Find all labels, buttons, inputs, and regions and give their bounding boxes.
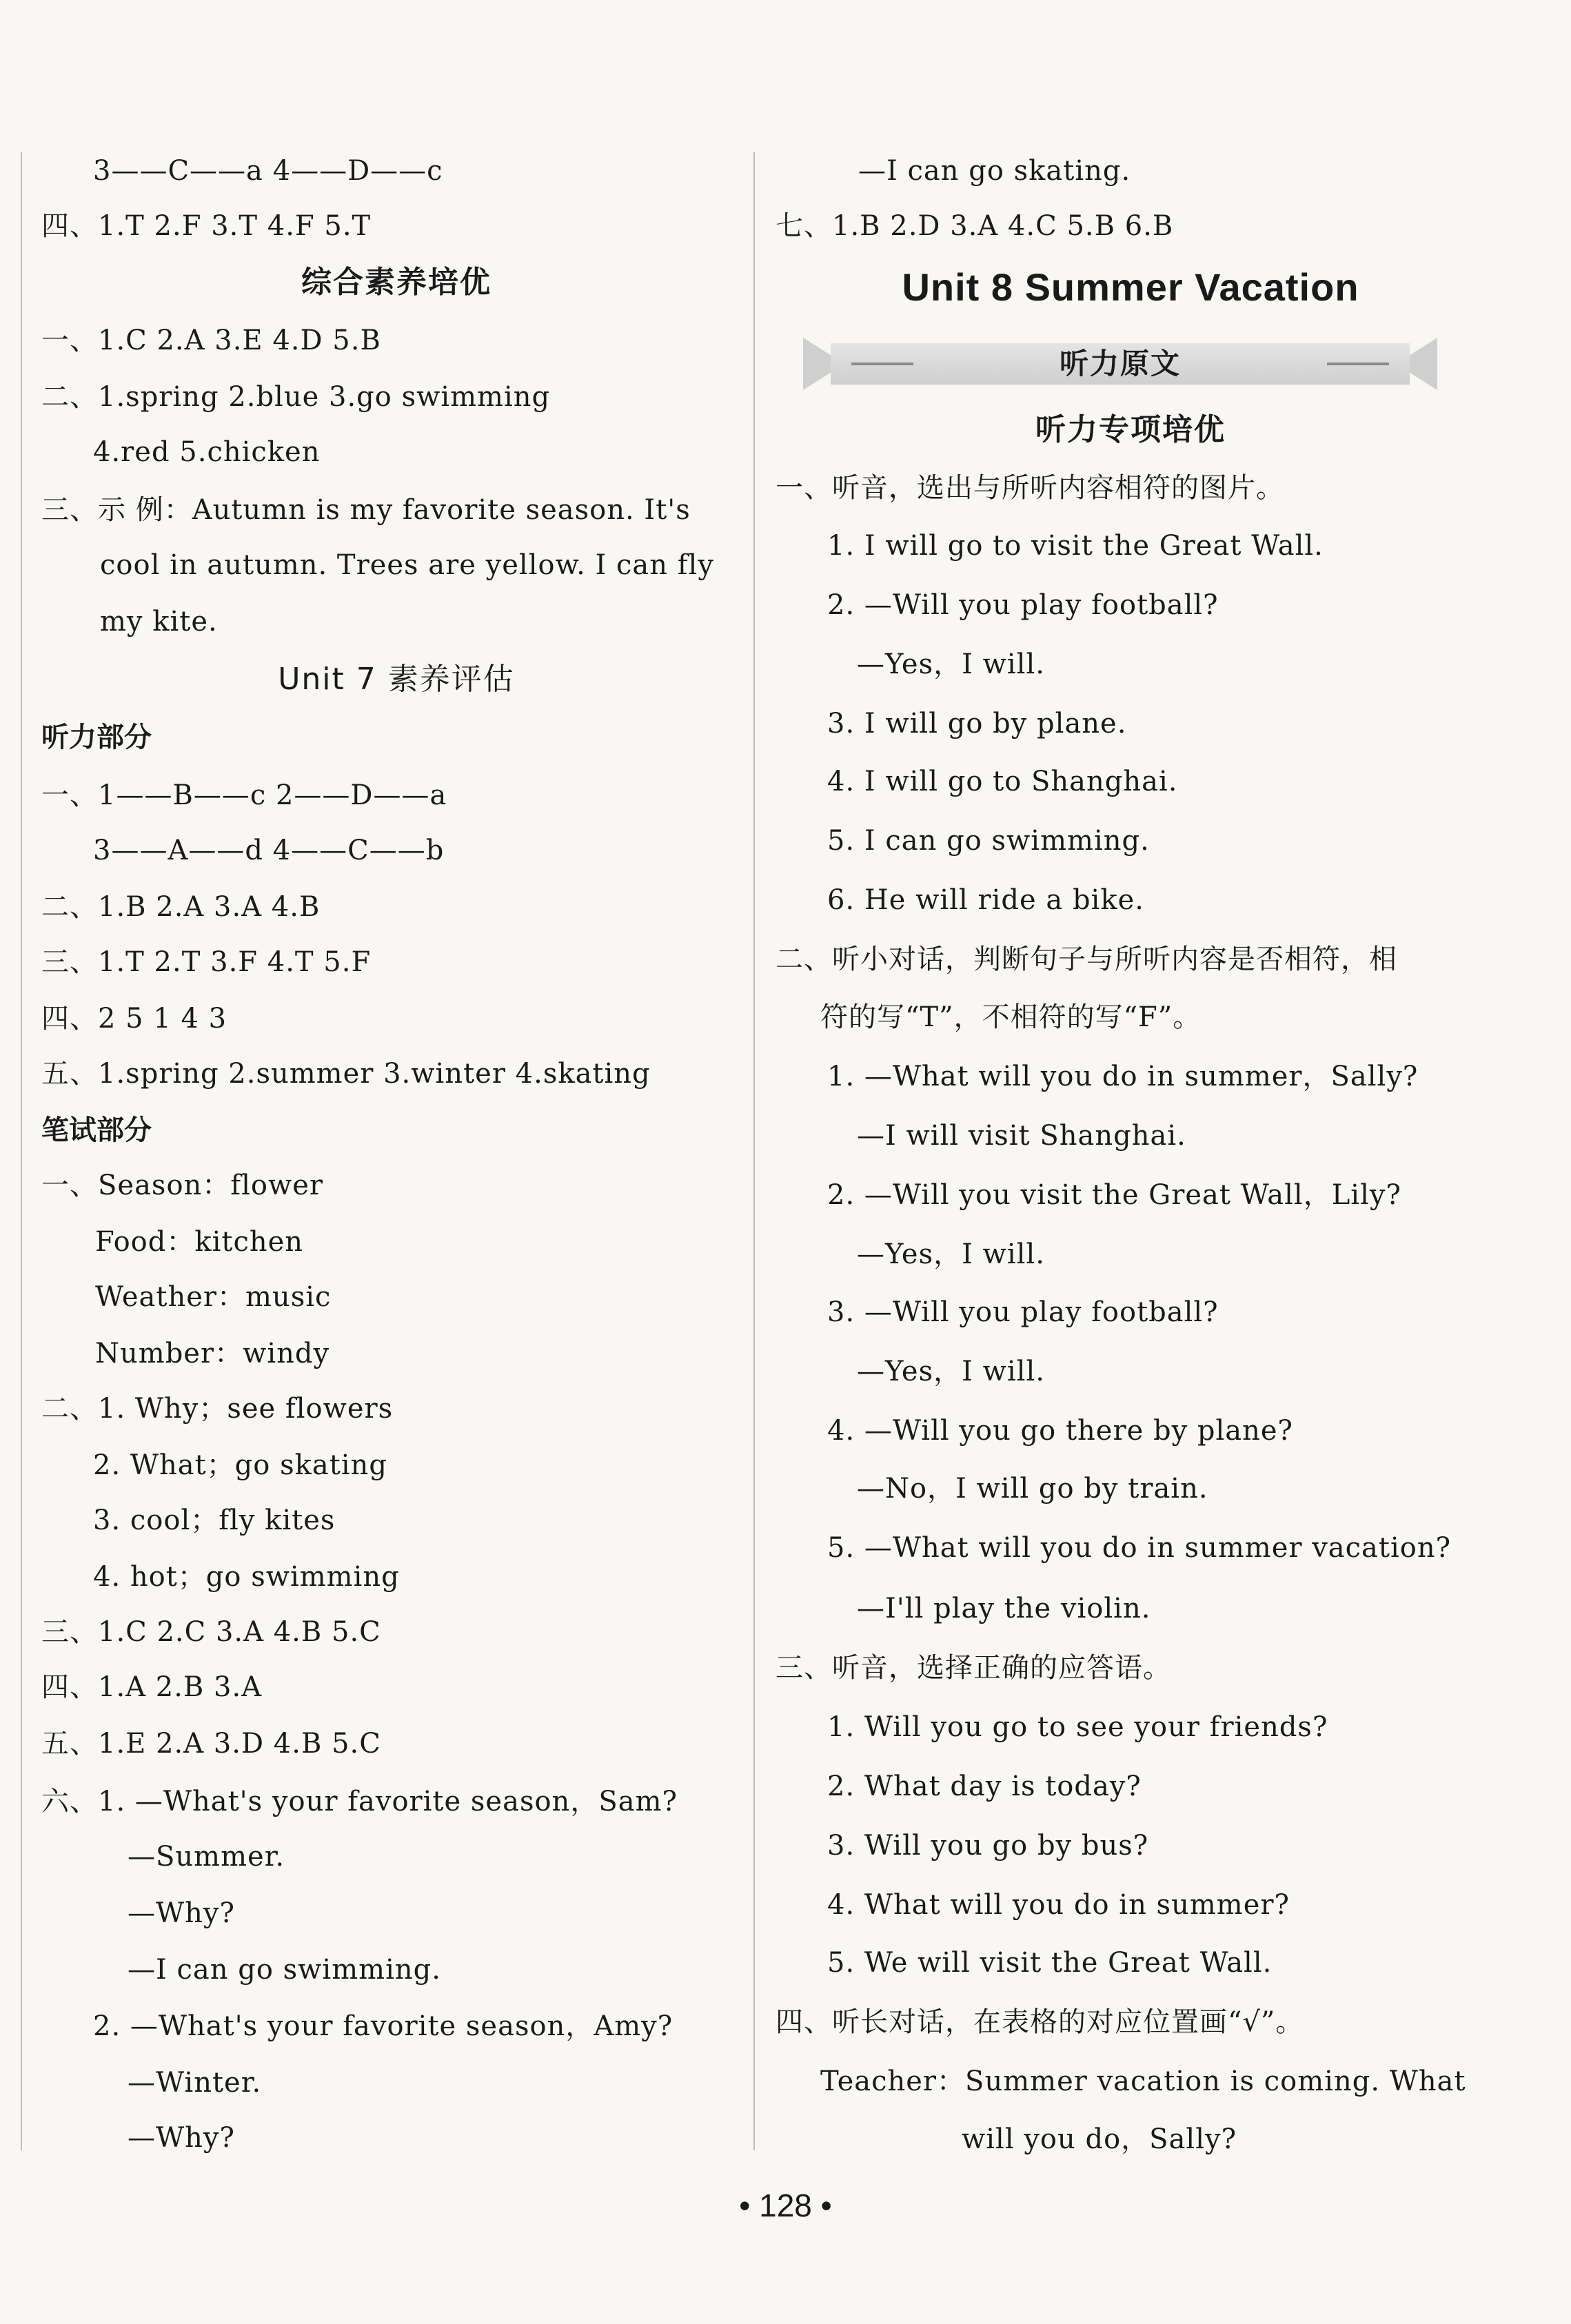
answer-line: —Why? [128,2122,235,2154]
answer-line: —Summer. [128,1841,285,1873]
answer-line: 3. cool；fly kites [93,1505,336,1536]
instruction-line: 四、听长对话，在表格的对应位置画“√”。 [776,2006,1304,2038]
answer-line: —Why? [128,1897,235,1929]
answer-line: 二、1.B 2.A 3.A 4.B [41,891,321,923]
banner-label: 听力原文 [1059,347,1181,380]
answer-line: 三、示 例：Autumn is my favorite season. It's [41,494,691,526]
answer-line: 五、1.E 2.A 3.D 4.B 5.C [41,1728,381,1760]
instruction-line: 符的写“T”，不相符的写“F”。 [820,1001,1202,1033]
script-line: 5. —What will you do in summer vacation? [827,1532,1452,1564]
listening-script-banner [803,338,1437,390]
section-heading: 听力专项培优 [1035,412,1226,447]
script-line: will you do，Sally? [962,2123,1237,2155]
answer-line: 2. What；go skating [93,1449,387,1481]
answer-line: 三、1.C 2.C 3.A 4.B 5.C [41,1616,381,1648]
script-line: —Yes，I will. [857,1239,1045,1270]
unit-title: Unit 8 Summer Vacation [902,265,1359,309]
script-line: 1. Will you go to see your friends? [827,1711,1328,1743]
script-line: 1. —What will you do in summer，Sally? [827,1061,1419,1092]
answer-line: 3——C——a 4——D——c [93,155,443,187]
answer-line: 一、1.C 2.A 3.E 4.D 5.B [41,325,381,356]
script-line: 3. I will go by plane. [827,708,1127,740]
answer-line: 四、1.T 2.F 3.T 4.F 5.T [41,210,372,242]
answer-line: 一、1——B——c 2——D——a [41,779,447,811]
answer-line: Food：kitchen [95,1226,304,1258]
script-line: 5. I can go swimming. [827,825,1150,857]
script-line: 1. I will go to visit the Great Wall. [827,530,1324,562]
instruction-line: 一、听音，选出与所听内容相符的图片。 [776,472,1284,504]
script-line: 3. —Will you play football? [827,1296,1219,1328]
script-line: 4. What will you do in summer? [827,1889,1290,1921]
answer-line: 二、1. Why；see flowers [41,1393,394,1425]
answer-line: 五、1.spring 2.summer 3.winter 4.skating [41,1058,651,1090]
script-line: —I'll play the violin. [857,1593,1151,1624]
listening-section-label: 听力部分 [41,722,152,753]
section-heading: Unit 7 素养评估 [278,662,515,697]
page-number: • 128 • [739,2188,832,2223]
script-line: —No，I will go by train. [857,1473,1208,1505]
script-line: —Yes，I will. [857,649,1045,680]
answer-line: cool in autumn. Trees are yellow. I can fly [100,549,714,581]
answer-line: 4. hot；go swimming [93,1561,400,1593]
script-line: 5. We will visit the Great Wall. [827,1947,1273,1979]
script-line: 6. He will ride a bike. [827,884,1144,916]
script-line: 2. What day is today? [827,1771,1142,1802]
script-line: —Yes，I will. [857,1356,1045,1387]
answer-line: —I can go swimming. [128,1954,441,1986]
script-line: —I will visit Shanghai. [857,1120,1186,1152]
script-line: Teacher：Summer vacation is coming. What [820,2066,1466,2097]
answer-line: 3——A——d 4——C——b [93,835,445,866]
script-line: 2. —Will you play football? [827,589,1219,621]
answer-line: 四、1.A 2.B 3.A [41,1671,263,1703]
answer-line: Number：windy [95,1338,330,1369]
answer-line: —I can go skating. [858,155,1131,187]
script-line: 2. —Will you visit the Great Wall，Lily? [827,1179,1401,1211]
answer-line: 二、1.spring 2.blue 3.go swimming [41,381,551,413]
instruction-line: 三、听音，选择正确的应答语。 [776,1652,1171,1684]
answer-line: 六、1. —What's your favorite season，Sam? [41,1786,678,1817]
section-heading: 综合素养培优 [301,265,491,300]
answer-line: my kite. [100,606,218,638]
script-line: 4. —Will you go there by plane? [827,1415,1293,1447]
answer-line: —Winter. [128,2067,262,2099]
writing-section-label: 笔试部分 [41,1114,152,1146]
instruction-line: 二、听小对话，判断句子与所听内容是否相符，相 [776,944,1397,975]
answer-line: 4.red 5.chicken [93,436,321,468]
answer-line: Weather：music [95,1281,332,1313]
script-line: 3. Will you go by bus? [827,1830,1149,1862]
answer-line: 一、Season：flower [41,1170,324,1201]
answer-line: 2. —What's your favorite season，Amy? [93,2010,673,2042]
script-line: 4. I will go to Shanghai. [827,766,1178,797]
column-divider [753,152,755,2150]
answer-line: 七、1.B 2.D 3.A 4.C 5.B 6.B [776,210,1174,242]
answer-line: 三、1.T 2.T 3.F 4.T 5.F [41,946,372,978]
answer-line: 四、2 5 1 4 3 [41,1003,227,1034]
left-margin-rule [21,152,22,2150]
